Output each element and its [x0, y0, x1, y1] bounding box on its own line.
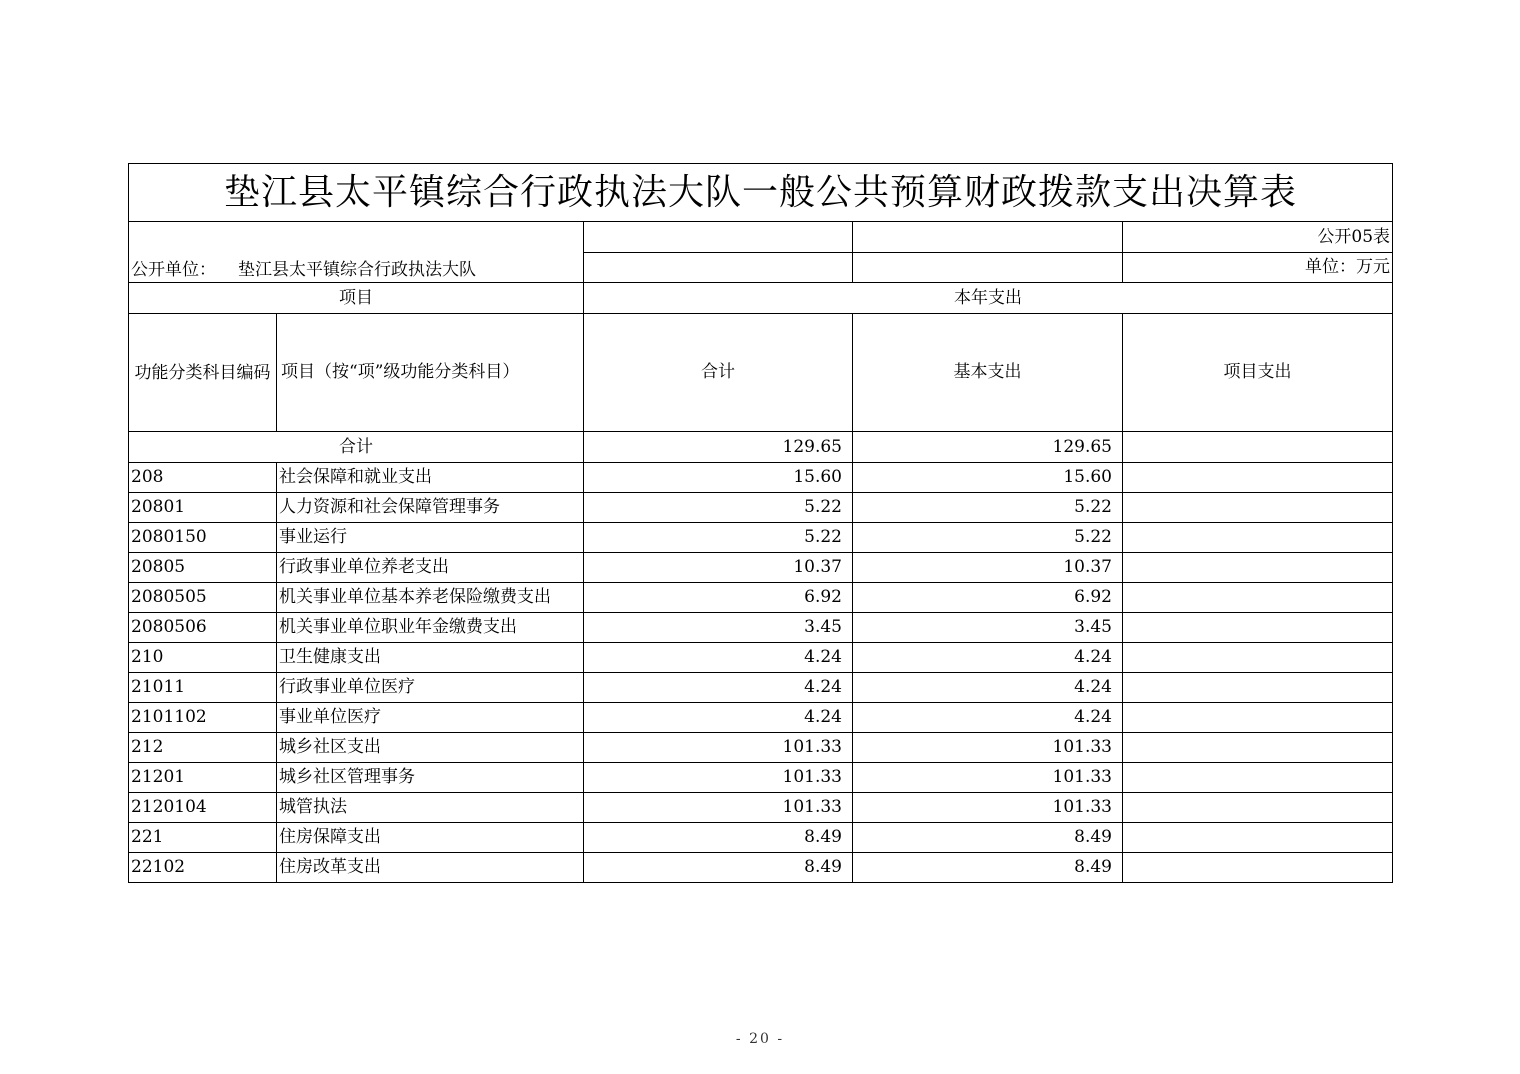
row-name: 人力资源和社会保障管理事务 [277, 493, 584, 523]
blank-cell [584, 253, 853, 283]
row-code: 210 [129, 643, 277, 673]
row-code: 21011 [129, 673, 277, 703]
header-group-row [129, 283, 1393, 314]
page-number: - 20 - [735, 1031, 785, 1047]
row-name: 住房保障支出 [277, 823, 584, 853]
table-row [129, 853, 1393, 883]
row-code: 212 [129, 733, 277, 763]
row-name: 机关事业单位职业年金缴费支出 [277, 613, 584, 643]
row-total: 4.24 [584, 643, 853, 673]
row-code: 20805 [129, 553, 277, 583]
row-code: 20801 [129, 493, 277, 523]
form-id-row [129, 222, 1393, 253]
table-row [129, 643, 1393, 673]
row-project [1123, 613, 1393, 643]
total-project [1123, 432, 1393, 463]
row-basic: 6.92 [853, 583, 1123, 613]
row-project [1123, 673, 1393, 703]
header-columns-row [129, 314, 1393, 432]
blank-cell [584, 222, 853, 253]
currency-unit: 单位：万元 [1123, 253, 1393, 283]
row-name: 机关事业单位基本养老保险缴费支出 [277, 583, 584, 613]
row-basic: 8.49 [853, 823, 1123, 853]
row-name: 事业运行 [277, 523, 584, 553]
row-code: 22102 [129, 853, 277, 883]
row-name: 住房改革支出 [277, 853, 584, 883]
table-title: 垫江县太平镇综合行政执法大队一般公共预算财政拨款支出决算表 [129, 164, 1393, 222]
row-basic: 101.33 [853, 763, 1123, 793]
row-project [1123, 703, 1393, 733]
blank-cell [853, 222, 1123, 253]
total-amount: 129.65 [584, 432, 853, 463]
row-project [1123, 523, 1393, 553]
table-row [129, 463, 1393, 493]
row-project [1123, 763, 1393, 793]
publishing-unit-label: 公开单位： [131, 260, 216, 280]
row-basic: 101.33 [853, 793, 1123, 823]
row-total: 101.33 [584, 733, 853, 763]
row-total: 10.37 [584, 553, 853, 583]
total-row [129, 432, 1393, 463]
row-name: 行政事业单位医疗 [277, 673, 584, 703]
header-item-group: 项目 [129, 283, 584, 314]
row-total: 5.22 [584, 523, 853, 553]
row-basic: 4.24 [853, 703, 1123, 733]
row-total: 3.45 [584, 613, 853, 643]
row-project [1123, 493, 1393, 523]
row-total: 15.60 [584, 463, 853, 493]
row-code: 208 [129, 463, 277, 493]
row-basic: 5.22 [853, 523, 1123, 553]
title-row [129, 164, 1393, 222]
row-project [1123, 733, 1393, 763]
table-row [129, 553, 1393, 583]
header-name: 项目（按“项”级功能分类科目） [277, 314, 584, 432]
table-row [129, 523, 1393, 553]
table-row [129, 673, 1393, 703]
row-code: 21201 [129, 763, 277, 793]
row-basic: 4.24 [853, 673, 1123, 703]
row-total: 5.22 [584, 493, 853, 523]
table-row [129, 793, 1393, 823]
row-code: 2120104 [129, 793, 277, 823]
table-row [129, 613, 1393, 643]
row-project [1123, 463, 1393, 493]
row-total: 4.24 [584, 703, 853, 733]
table-row [129, 763, 1393, 793]
row-project [1123, 793, 1393, 823]
row-name: 卫生健康支出 [277, 643, 584, 673]
row-basic: 8.49 [853, 853, 1123, 883]
row-total: 101.33 [584, 793, 853, 823]
table-row [129, 583, 1393, 613]
row-basic: 3.45 [853, 613, 1123, 643]
row-basic: 101.33 [853, 733, 1123, 763]
row-name: 社会保障和就业支出 [277, 463, 584, 493]
row-total: 8.49 [584, 853, 853, 883]
row-name: 行政事业单位养老支出 [277, 553, 584, 583]
header-project: 项目支出 [1123, 314, 1393, 432]
row-basic: 15.60 [853, 463, 1123, 493]
table-row [129, 703, 1393, 733]
header-total: 合计 [584, 314, 853, 432]
publishing-unit-name: 垫江县太平镇综合行政执法大队 [238, 260, 476, 280]
row-basic: 4.24 [853, 643, 1123, 673]
table-row [129, 823, 1393, 853]
row-code: 2080150 [129, 523, 277, 553]
row-total: 101.33 [584, 763, 853, 793]
row-total: 4.24 [584, 673, 853, 703]
row-code: 2080506 [129, 613, 277, 643]
row-total: 8.49 [584, 823, 853, 853]
row-name: 事业单位医疗 [277, 703, 584, 733]
row-total: 6.92 [584, 583, 853, 613]
expenditure-table [128, 163, 1393, 883]
row-name: 城乡社区管理事务 [277, 763, 584, 793]
row-project [1123, 553, 1393, 583]
row-basic: 10.37 [853, 553, 1123, 583]
table-row [129, 733, 1393, 763]
row-code: 221 [129, 823, 277, 853]
row-basic: 5.22 [853, 493, 1123, 523]
row-project [1123, 853, 1393, 883]
blank-cell [853, 253, 1123, 283]
table-row [129, 493, 1393, 523]
row-name: 城乡社区支出 [277, 733, 584, 763]
form-id: 公开05表 [1123, 222, 1393, 253]
row-project [1123, 583, 1393, 613]
publishing-unit [129, 222, 584, 283]
row-code: 2101102 [129, 703, 277, 733]
header-code: 功能分类科目编码 [129, 314, 277, 432]
total-label: 合计 [129, 432, 584, 463]
row-project [1123, 823, 1393, 853]
header-basic: 基本支出 [853, 314, 1123, 432]
row-code: 2080505 [129, 583, 277, 613]
header-year-spending: 本年支出 [584, 283, 1393, 314]
total-basic: 129.65 [853, 432, 1123, 463]
row-project [1123, 643, 1393, 673]
row-name: 城管执法 [277, 793, 584, 823]
